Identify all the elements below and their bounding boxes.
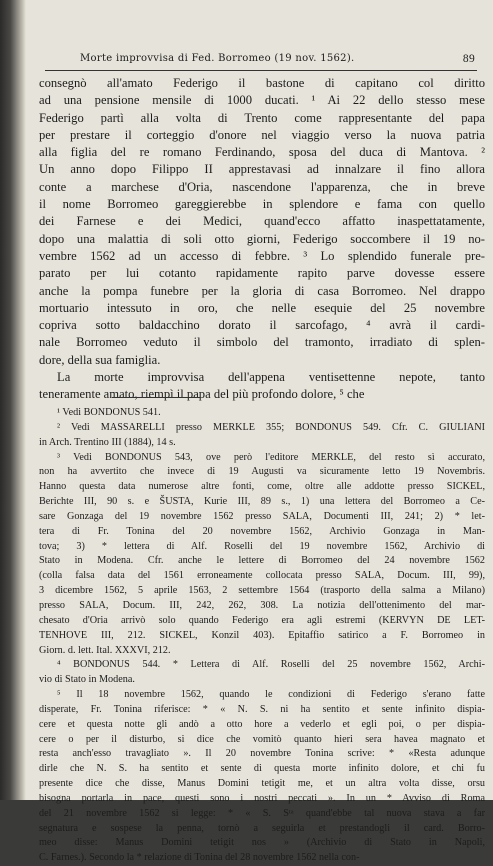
footnote-line: vio di Stato in Modena. (39, 674, 135, 686)
running-header (62, 53, 475, 69)
footnote-line: Stato in Modena. Cfr. anche le lettere di Borromeo del 24 novembre 1562 (39, 555, 485, 567)
text-line: La morte improvvisa dell'appena ventisettenne nepote, tanto (57, 370, 485, 385)
footnote-line: TENHOVE III, 212. SICKEL, Konzil 403). Epitaffio satirico a F. Borromeo in (39, 629, 485, 641)
main-text (39, 75, 485, 404)
footnotes (39, 406, 485, 866)
text-line: copriva sotto baldacchino dorato il sarcofago, ⁴ avrà il cardi- (39, 318, 485, 333)
footnote-line: tova; 3) * lettera di Alf. Roselli del 19 novembre 1562, Archivio di (39, 540, 485, 552)
footnote-line: tera di Fr. Tonina del 20 novembre 1562, Archivio Gonzaga in Man- (39, 525, 485, 537)
footnote-line: segnatura e sospese la penna, tornò a seguirla et prestandogli il card. Borro- (39, 822, 485, 834)
footnote-separator (112, 397, 200, 398)
footnote-line: ⁵ Il 18 novembre 1562, quando le condizioni di Federigo s'erano fatte (57, 689, 485, 701)
footnote-line: ⁴ BONDONUS 544. * Lettera di Alf. Roselli del 25 novembre 1562, Archi- (57, 659, 485, 671)
footnote-line: Giorn. d. lett. Ital. XXXVI, 212. (39, 644, 171, 656)
text-line: parato per lui cotanto rapidamente rapito parve dovesse essere (39, 266, 485, 281)
footnote-line: ¹ Vedi BONDONUS 541. (57, 407, 161, 418)
text-line: nale Borromeo veduto il simbolo del tramonto, irradiato di splen- (39, 335, 485, 350)
footnote-line: sare Gonzaga del 19 novembre 1562 presso SALA, Documenti III, 241; 2) * let- (39, 510, 485, 522)
footnote-line: Hanno questa data numerose altre fonti, come, oltre alle addotte presso SICKEL, (39, 481, 485, 493)
footnote-line: Berichte III, 90 s. e ŠUSTA, Kurie III, 89 s., 1) una lettera del Borromeo a Ce- (39, 496, 485, 508)
text-line: Un anno dopo Filippo II apprestavasi ad innalzare il fino allora (39, 162, 485, 177)
footnote-line: disperate, Fr. Tonina riferisce: * « N. S. ni ha sentito et sente infinito dispia- (39, 703, 485, 715)
text-line: per prestare il corteggio d'onore nel viaggio verso la nuova patria (39, 127, 485, 142)
footnote-line: presso SALA, Docum. III, 242, 262, 308. La notizia dell'ottenimento del mar- (39, 599, 485, 611)
footnote-line: ³ Vedi BONDONUS 543, ove però l'editore MERKLE, del resto sì accurato, (57, 451, 485, 463)
page-number: 89 (462, 53, 475, 65)
book-gutter-shadow (0, 0, 26, 800)
text-line: dei Farnese e dei Medici, quand'ecco affatto inaspettatamente, (39, 214, 485, 229)
running-title: Morte improvvisa di Fed. Borromeo (19 nov. 1562). (80, 53, 355, 64)
footnote-line: in Arch. Trentino III (1884), 14 s. (39, 436, 176, 448)
text-line: dore, della sua famiglia. (39, 352, 161, 367)
footnote-line: C. Farnes.). Secondo la * relazione di Tonina del 28 novembre 1562 nella con- (39, 852, 360, 864)
footnote-line: bisogna portarla in pace, questi sono i nostri peccati ». In un * Avviso di Roma (39, 792, 485, 804)
footnote-line: del 21 novembre 1562 si legge: * « S. Sᵗᵃ quand'ebbe tal nuova stava a far (39, 807, 485, 819)
text-line: alla figlia del re romano Ferdinando, sposa del duca di Mantova. ² (39, 145, 485, 160)
footnote-line: 3 dicembre 1562, 5 aprile 1563, 2 settembre 1564 (trasporto della salma a Milano) (39, 585, 485, 597)
footnote-line: chesato d'Oria arrivò solo quando Federigo era agli estremi (KERVYN DE LET- (39, 614, 485, 626)
text-line: conte a marchese d'Oria, nascendone l'apparenza, che in breve (39, 179, 485, 194)
text-line: vembre 1562 ad un accesso di febbre. ³ Lo splendido funerale pre- (39, 248, 485, 263)
text-line: consegnò all'amato Federigo il bastone di capitano col diritto (39, 76, 485, 90)
text-line: dopo una malattia di soli otto giorni, Federigo soccombere il 19 no- (39, 231, 485, 246)
text-line: teneramente amato, riempì il papa del più profondo dolore, ⁵ che (39, 387, 365, 402)
text-line: il nome Borromeo gareggierebbe in splendore e fama con quello (39, 197, 485, 212)
footnote-line: non ha avvertito che invece di 19 Augusti va sicuramente letto 19 Novembris. (39, 466, 485, 478)
footnote-line: cere o per il disturbo, si dice che vomitò quanto hieri sera havea magnato et (39, 733, 485, 745)
footnote-line: resta anch'esso travagliato ». Il 20 novembre Tonina scrive: * «Resta adunque (39, 748, 485, 760)
header-rule (45, 70, 477, 71)
text-line: Federigo partì alla volta di Trento come rappresentante del papa (39, 110, 485, 125)
footnote-line: meo disse: Manus Domini tetigit nos » (Archivio di Stato in Napoli, (39, 837, 485, 849)
footnote-line: cere et questa notte gli andò a otto hore a vederlo et egli poi, o per dispia- (39, 718, 485, 730)
footnote-line: presente dice che disse, Manus Domini tetigit me, et un altra volta disse, orsu (39, 778, 485, 790)
text-line: anche la pompa funebre per la gloria di casa Borromeo. Nel drappo (39, 283, 485, 298)
footnote-line: dirle che N. S. ha sentito et sente di questa morte infinito dolore, et chi fu (39, 763, 485, 775)
footnote-line: ² Vedi MASSARELLI presso MERKLE 355; BONDONUS 549. Cfr. C. GIULIANI (57, 421, 485, 433)
text-line: ad una pensione mensile di 1000 ducati. ¹ Ai 22 dello stesso mese (39, 93, 485, 108)
text-line: mortuario intessuto in oro, che nelle esequie del 25 novembre (39, 300, 485, 315)
footnote-line: (colla falsa data del 1561 erroneamente collocata presso SALA, Docum. III, 99), (39, 570, 485, 582)
